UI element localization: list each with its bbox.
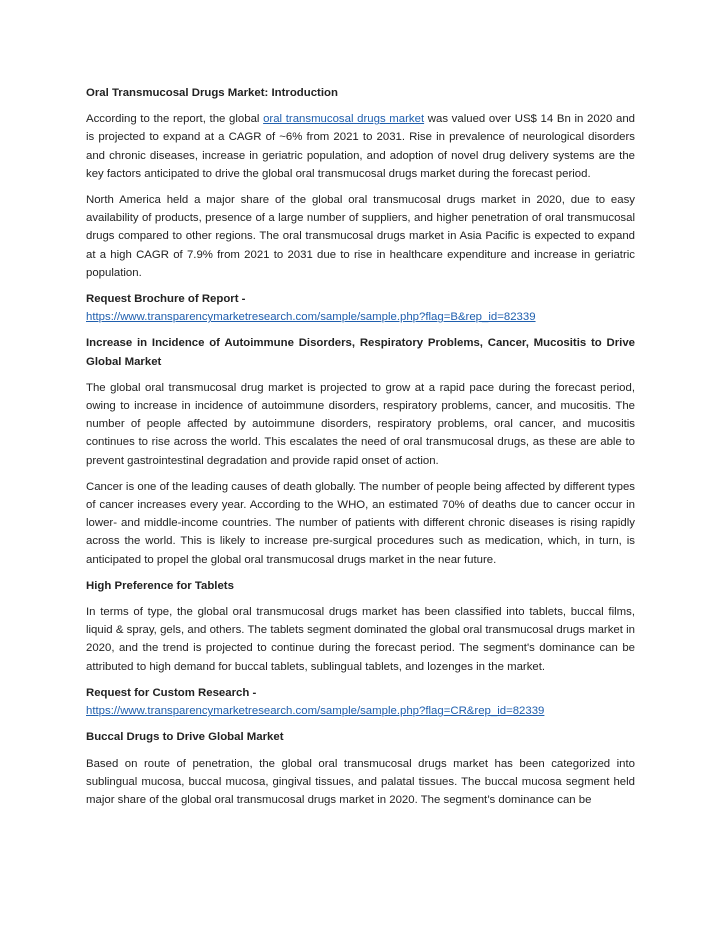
intro-p1-after-link: was valued over US$ 14 Bn in 2020 and is projected to expand at a CAGR of ~6% from 2021 to 2031. Rise in prevalence of neurological disorders and chronic diseases, increase in geriatric population, and adoption of novel drug delivery systems are the key factors anticipated to drive the global oral transmucosal drugs market during the forecast period. [86,113,635,180]
document-page [86,84,635,817]
section2-heading: High Preference for Tablets [86,579,234,592]
market-link[interactable]: oral transmucosal drugs market [263,113,425,126]
intro-paragraph-1 [86,110,635,183]
brochure-request [86,290,635,326]
section3-heading: Buccal Drugs to Drive Global Market [86,731,284,744]
section1-heading: Increase in Incidence of Autoimmune Disorders, Respiratory Problems, Cancer, Mucositis to Drive Global Market [86,337,635,368]
custom-research-request [86,684,635,720]
brochure-label: Request Brochure of Report - [86,293,246,306]
intro-p1-before-link: According to the report, the global [86,113,264,126]
brochure-link[interactable]: https://www.transparencymarketresearch.com/sample/sample.php?flag=B&rep_id=82339 [86,311,536,324]
custom-research-label: Request for Custom Research - [86,686,257,699]
section3-paragraph-1: Based on route of penetration, the global oral transmucosal drugs market has been categorized into sublingual mucosa, buccal mucosa, gingival tissues, and palatal tissues. The buccal mucosa segment held major share of the global oral transmucosal drugs market in 2020. The segment’s dominance can be [86,757,635,806]
section1-paragraph-1: The global oral transmucosal drug market is projected to grow at a rapid pace during the forecast period, owing to increase in incidence of autoimmune disorders, respiratory problems, cancer, and mucositis. The number of people affected by autoimmune disorders, respiratory problems, oral cancer, and mucositis continues to rise across the world. This escalates the need of oral transmucosal drugs, as these are able to prevent gastrointestinal degradation and provide rapid onset of action. [86,381,635,467]
intro-paragraph-2: North America held a major share of the global oral transmucosal drugs market in 2020, due to easy availability of products, presence of a large number of suppliers, and higher penetration of oral transmucosal drugs compared to other regions. The oral transmucosal drugs market in Asia Pacific is expected to expand at a high CAGR of 7.9% from 2021 to 2031 due to rise in healthcare expenditure and increase in geriatric population. [86,194,635,279]
intro-heading: Oral Transmucosal Drugs Market: Introduction [86,87,338,99]
section2-paragraph-1: In terms of type, the global oral transmucosal drugs market has been classified into tablets, buccal films, liquid & spray, gels, and others. The tablets segment dominated the global oral transmucosal drugs market in 2020, and the trend is projected to continue during the forecast period. The segment's dominance can be attributed to high demand for buccal tablets, sublingual tablets, and lozenges in the market. [86,606,635,673]
section1-paragraph-2: Cancer is one of the leading causes of death globally. The number of people being affected by different types of cancer increases every year. According to the WHO, an estimated 70% of deaths due to cancer occur in lower- and middle-income countries. The number of patients with different chronic diseases is rising rapidly across the world. This is likely to increase pre-surgical procedures such as medication, which, in turn, is anticipated to propel the global oral transmucosal drugs market in the near future. [86,480,635,566]
custom-research-link[interactable]: https://www.transparencymarketresearch.com/sample/sample.php?flag=CR&rep_id=82339 [86,705,545,718]
